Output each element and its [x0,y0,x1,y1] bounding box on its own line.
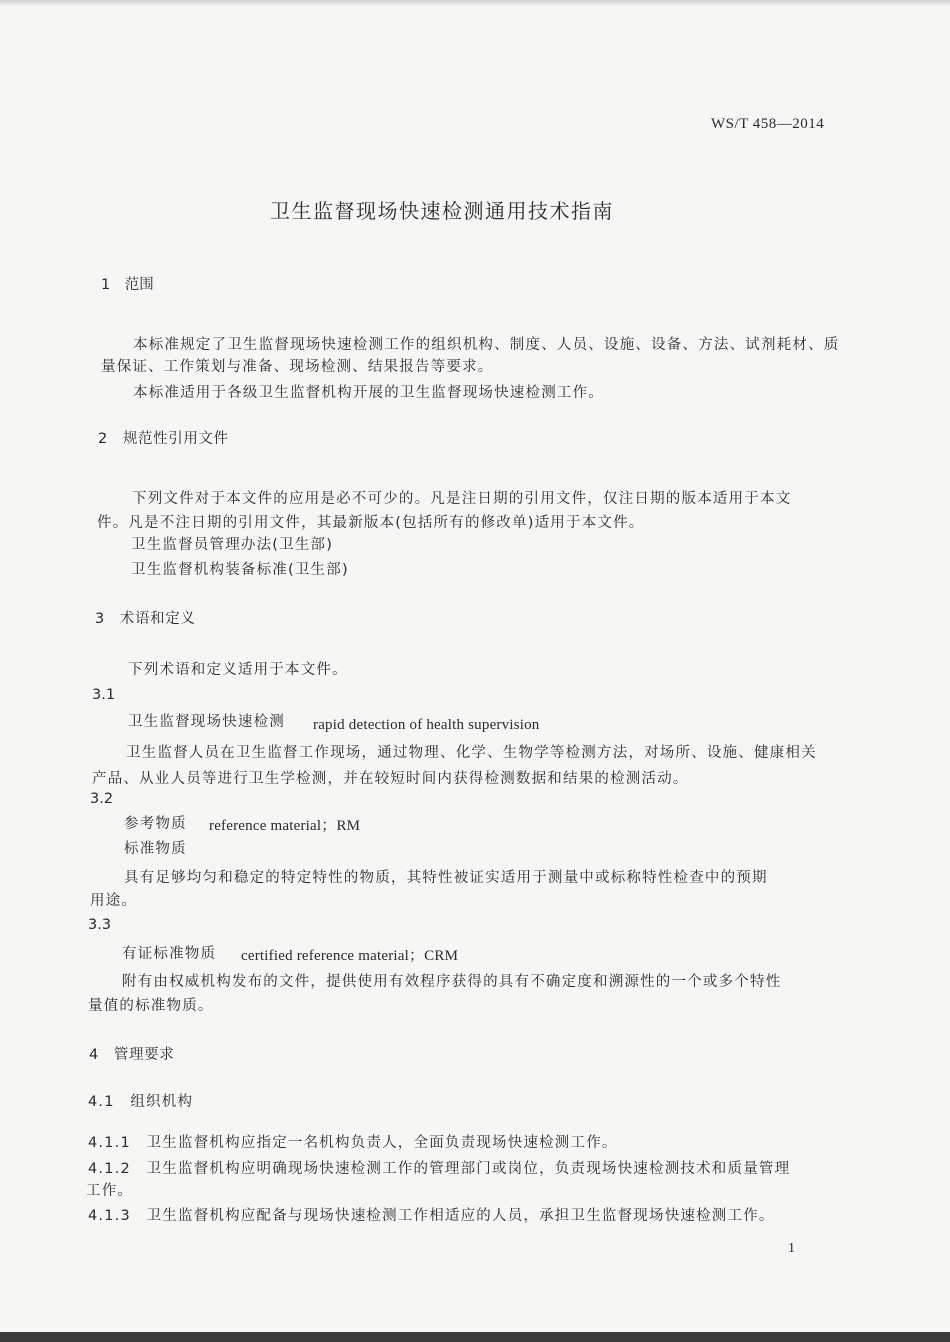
s2-paragraph-line-2: 件。凡是不注日期的引用文件，其最新版本(包括所有的修改单)适用于本文件。 [97,515,645,531]
term-3-2-definition-line-2: 用途。 [90,893,138,909]
section-3-heading: 3 术语和定义 [95,611,196,627]
term-3-1-definition-line-1: 卫生监督人员在卫生监督工作现场，通过物理、化学、生物学等检测方法，对场所、设施、健康相关 [126,745,817,761]
clause-4-1-2-line-1: 4.1.2 卫生监督机构应明确现场快速检测工作的管理部门或岗位，负责现场快速检测技术和质量管理 [88,1161,791,1177]
section-2-heading: 2 规范性引用文件 [98,431,229,447]
s2-reference-1: 卫生监督员管理办法(卫生部) [131,537,334,553]
term-3-3-english: certified reference material；CRM [241,948,459,964]
standard-code: WS/T 458—2014 [711,116,825,132]
clause-4-1-2-line-2: 工作。 [86,1183,134,1199]
term-3-3-chinese: 有证标准物质 [122,946,217,962]
page-number: 1 [788,1241,795,1256]
term-3-1-english: rapid detection of health supervision [313,717,540,733]
term-3-2-english: reference material；RM [209,818,361,834]
s1-paragraph-1-line-2: 量保证、工作策划与准备、现场检测、结果报告等要求。 [101,359,494,375]
term-3-3-number: 3.3 [88,917,112,933]
clause-4-1-3: 4.1.3 卫生监督机构应配备与现场快速检测工作相适应的人员，承担卫生监督现场快速检测工作。 [88,1208,775,1224]
term-3-1-definition-line-2: 产品、从业人员等进行卫生学检测，并在较短时间内获得检测数据和结果的检测活动。 [92,771,689,787]
scan-bottom-edge [0,1332,950,1342]
s2-paragraph-line-1: 下列文件对于本文件的应用是必不可少的。凡是注日期的引用文件，仅注日期的版本适用于本文 [132,491,792,507]
term-3-3-definition-line-1: 附有由权威机构发布的文件，提供使用有效程序获得的具有不确定度和溯源性的一个或多个特性 [122,974,782,990]
s1-paragraph-1-line-1: 本标准规定了卫生监督现场快速检测工作的组织机构、制度、人员、设施、设备、方法、试剂耗材、质 [133,337,840,353]
section-1-heading: 1 范围 [101,277,154,293]
term-3-2-alt-name: 标准物质 [124,841,187,857]
term-3-1-chinese: 卫生监督现场快速检测 [128,714,285,730]
scan-top-shadow [0,0,950,6]
term-3-2-definition-line-1: 具有足够均匀和稳定的特定特性的物质，其特性被证实适用于测量中或标称特性检查中的预期 [124,870,768,886]
page-title: 卫生监督现场快速检测通用技术指南 [270,199,614,223]
term-3-3-definition-line-2: 量值的标准物质。 [88,998,214,1014]
subsection-4-1-heading: 4.1 组织机构 [88,1094,194,1110]
s2-reference-2: 卫生监督机构装备标准(卫生部) [131,562,349,578]
term-3-2-chinese: 参考物质 [124,816,187,832]
term-3-2-number: 3.2 [90,791,114,807]
s3-intro: 下列术语和定义适用于本文件。 [128,662,348,678]
clause-4-1-1: 4.1.1 卫生监督机构应指定一名机构负责人，全面负责现场快速检测工作。 [88,1135,618,1151]
term-3-1-number: 3.1 [92,687,116,703]
s1-paragraph-2: 本标准适用于各级卫生监督机构开展的卫生监督现场快速检测工作。 [133,385,604,401]
section-4-heading: 4 管理要求 [89,1047,175,1063]
